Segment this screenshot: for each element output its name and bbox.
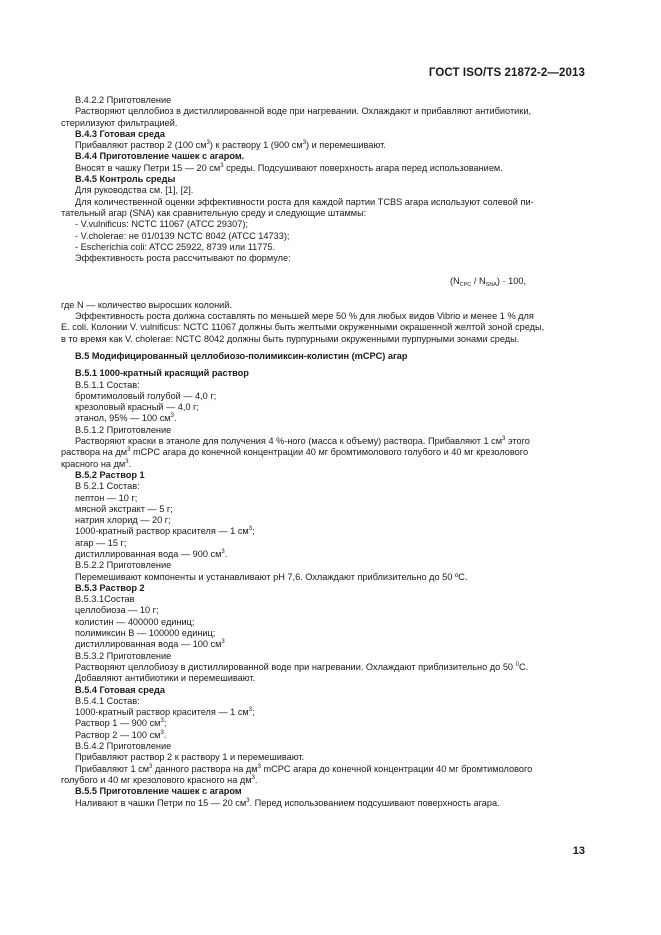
paragraph-line: Для количественной оценки эффективности роста для каждой партии TCBS агара используют солевой пи- [75,196,534,207]
subsection-heading: В.5.1.2 Приготовление [75,424,172,435]
subsection-heading: В.5.1.1 Состав: [75,379,140,390]
section-heading: В.4.3 Готовая среда [75,128,165,139]
formula: $(N_{CPC} / N_{SNA}) \cdot 100$, [449,276,526,289]
list-item: натрия хлорид — 20 г; [75,515,171,526]
paragraph-line: Наливают в чашки Петри по 15 — 20 $см^3$. Перед использованием подсушивают поверхность агара. [75,797,500,808]
list-item: Раствор 2 — 100 $см^3$. [75,729,167,740]
section-heading: В.5.4 Готовая среда [75,684,165,695]
paragraph-line: в то время как V. cholerae: NCTC 8042 должны быть пурпурными окруженными пурпурными зонами среды. [61,333,520,344]
paragraph-line: Эффективность роста рассчитывают по формуле: [75,253,291,264]
paragraph-line: Добавляют антибиотики и перемешивают. [75,673,256,684]
section-heading: В.4.4 Приготовление чашек с агаром. [75,151,245,162]
list-item: дистиллированная вода — 100 $см^3$ [75,639,225,650]
subsection-heading: В 5.2.1 Состав: [75,481,140,492]
list-item: дистиллированная вода — 900 $см^3$. [75,548,228,559]
paragraph-line: где N — количество выросших колоний. [61,299,232,310]
paragraph-line: Вносят в чашку Петри 15 — 20 $см^3$ среды. Подсушивают поверхность агара перед использованием. [75,162,503,173]
list-item: 1000-кратный раствор красителя — 1 $см^3$; [75,707,255,718]
list-item: мясной экстракт — 5 г; [75,503,173,514]
section-heading: В.5.1 1000-кратный красящий раствор [75,368,249,379]
subsection-heading: В.5.3.2 Приготовление [75,650,172,661]
subsection-heading: В.4.2.2 Приготовление [75,95,172,105]
list-item: этанол, 95% — 100 $см^3$. [75,413,177,424]
page-number: 13 [572,845,585,857]
section-heading: В.5.2 Раствор 1 [75,469,145,480]
paragraph-line: стерилизуют фильтрацией. [61,117,178,128]
list-item: агар — 15 г; [75,537,127,548]
subsection-heading: В.5.4.2 Приготовление [75,741,172,752]
paragraph-line: Растворяют краски в этаноле для получения 4 %-ного (масса к объему) раствора. Прибавляют 1 $см^3$ этого [75,436,530,447]
list-item: колистин — 400000 единиц; [75,616,195,627]
list-item: бромтимоловый голубой — 4,0 г; [75,390,217,401]
paragraph-line: E. coli. Колонии V. vulnificus: NCTC 11067 должны быть желтыми окруженными окрашенной желтой зоной среды, [61,322,545,333]
paragraph-line: красного на $дм^3$. [61,458,132,469]
paragraph-line: Эффективность роста должна составлять по меньшей мере 50 % для любых видов Vibrio и менее 1 % для [75,311,534,322]
list-item: Раствор 1 — 900 $см^3$; [75,718,167,729]
list-item: - Escherichia coli: ATCC 25922, 8739 или 11775. [75,241,276,252]
list-item: 1000-кратный раствор красителя — 1 $см^3$; [75,526,255,537]
paragraph-line: Прибавляют раствор 2 к раствору 1 и перемешивают. [75,752,305,763]
paragraph-line: Прибавляют раствор 2 (100 $см^3$) к раствору 1 (900 $см^3$) и перемешивают. [75,140,386,151]
paragraph-line: тательный агар (SNA) как сравнительную среду и следующие штаммы: [61,207,367,218]
paragraph-line: Перемешивают компоненты и устанавливают pH 7,6. Охлаждают приблизительно до 50 ºС. [75,571,468,582]
paragraph-line: Растворяют целлобиозу в дистиллированной воде при нагревании. Охлаждают приблизительно до 50 $^0$С. [75,661,529,672]
section-heading: В.5 Модифицированный целлобиозо-полимиксин-колистин (mCPC) агар [75,350,408,361]
paragraph-line: раствора на $дм^3$ mCPC агара до конечной концентрации 40 мг бромтимолового голубого и 40 мг крезолового [61,447,529,458]
subsection-heading: В.5.2.2 Приготовление [75,560,172,571]
list-item: целлобиоза — 10 г; [75,605,159,616]
list-item: полимиксин В — 100000 единиц; [75,628,216,639]
document-body [61,95,582,809]
paragraph-line: Для руководства см. [1], [2]. [75,185,194,196]
list-item: - V.vulnificus: NCTC 11067 (ATCC 29307); [75,219,248,230]
list-item: пептон — 10 г; [75,492,138,503]
section-heading: В.5.3 Раствор 2 [75,582,145,593]
paragraph-line: Растворяют целлобиоз в дистиллированной воде при нагревании. Охлаждают и прибавляют антибиотики, [75,106,531,117]
list-item: крезоловый красный — 4,0 г; [75,402,199,413]
list-item: - V.cholerae: не 01/0139 NCTC 8042 (ATCC 14733); [75,230,290,241]
subsection-heading: В.5.4.1 Состав: [75,695,140,706]
section-heading: В.4.5 Контроль среды [75,174,176,185]
section-heading: В.5.5 Приготовление чашек с агаром [75,786,242,797]
subsection-heading: В.5.3.1Состав [75,594,135,605]
paragraph-line: Прибавляют 1 $см^3$ данного раствора на $дм^3$ mCPC агара до конечной концентрации 40 мг бромтимолового [75,763,533,774]
paragraph-line: голубого и 40 мг крезолового красного на $дм^3$. [61,774,258,785]
document-standard-header: ГОСТ ISO/TS 21872-2—2013 [428,67,585,79]
